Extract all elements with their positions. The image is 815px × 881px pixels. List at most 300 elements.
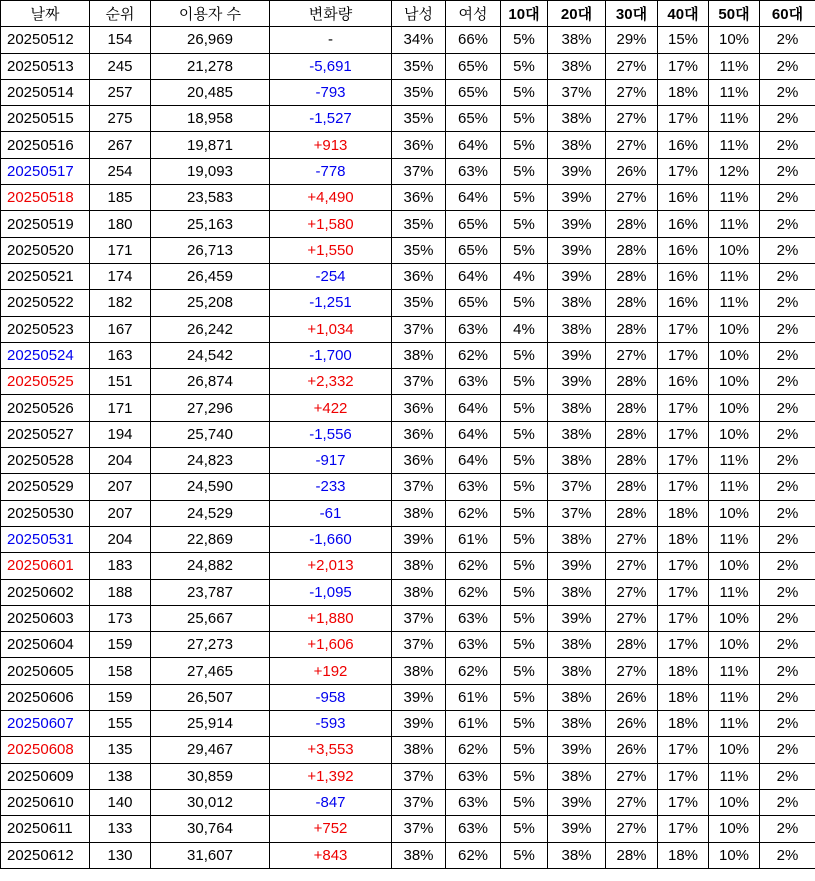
cell-date: 20250612 — [1, 842, 90, 868]
cell-age-60s: 2% — [760, 342, 815, 368]
cell-age-50s: 10% — [709, 342, 760, 368]
cell-users: 21,278 — [151, 53, 270, 79]
cell-age-40s: 15% — [658, 27, 709, 53]
cell-rank: 167 — [90, 316, 151, 342]
cell-age-30s: 28% — [606, 211, 658, 237]
table-row — [1, 237, 815, 263]
cell-age-30s: 27% — [606, 185, 658, 211]
cell-date: 20250606 — [1, 684, 90, 710]
cell-age-10s: 5% — [501, 448, 548, 474]
cell-age-30s: 27% — [606, 526, 658, 552]
cell-male: 35% — [392, 237, 446, 263]
cell-age-10s: 5% — [501, 579, 548, 605]
cell-age-40s: 18% — [658, 684, 709, 710]
cell-age-40s: 17% — [658, 395, 709, 421]
cell-male: 37% — [392, 763, 446, 789]
cell-age-20s: 39% — [548, 369, 606, 395]
cell-users: 26,713 — [151, 237, 270, 263]
table-row — [1, 658, 815, 684]
cell-rank: 159 — [90, 632, 151, 658]
table-row — [1, 842, 815, 868]
cell-age-30s: 26% — [606, 737, 658, 763]
cell-male: 37% — [392, 158, 446, 184]
cell-age-30s: 27% — [606, 816, 658, 842]
cell-age-20s: 38% — [548, 421, 606, 447]
cell-users: 25,740 — [151, 421, 270, 447]
cell-age-60s: 2% — [760, 79, 815, 105]
cell-female: 62% — [446, 500, 501, 526]
cell-change: -1,251 — [270, 290, 392, 316]
cell-rank: 173 — [90, 605, 151, 631]
cell-users: 25,163 — [151, 211, 270, 237]
cell-age-20s: 38% — [548, 579, 606, 605]
cell-age-10s: 5% — [501, 158, 548, 184]
cell-age-20s: 38% — [548, 448, 606, 474]
cell-age-50s: 11% — [709, 579, 760, 605]
cell-age-50s: 11% — [709, 526, 760, 552]
cell-age-20s: 39% — [548, 789, 606, 815]
cell-age-50s: 10% — [709, 316, 760, 342]
cell-date: 20250513 — [1, 53, 90, 79]
cell-date: 20250528 — [1, 448, 90, 474]
cell-rank: 151 — [90, 369, 151, 395]
cell-age-50s: 10% — [709, 421, 760, 447]
cell-age-40s: 17% — [658, 342, 709, 368]
cell-male: 39% — [392, 684, 446, 710]
cell-date: 20250529 — [1, 474, 90, 500]
cell-female: 63% — [446, 474, 501, 500]
cell-age-40s: 17% — [658, 158, 709, 184]
cell-age-40s: 17% — [658, 421, 709, 447]
cell-age-10s: 5% — [501, 816, 548, 842]
cell-female: 62% — [446, 737, 501, 763]
cell-age-20s: 38% — [548, 658, 606, 684]
cell-users: 26,459 — [151, 263, 270, 289]
cell-age-30s: 27% — [606, 79, 658, 105]
cell-age-50s: 10% — [709, 816, 760, 842]
cell-male: 37% — [392, 605, 446, 631]
cell-age-10s: 5% — [501, 185, 548, 211]
cell-rank: 204 — [90, 448, 151, 474]
cell-rank: 194 — [90, 421, 151, 447]
cell-age-60s: 2% — [760, 684, 815, 710]
cell-age-10s: 5% — [501, 789, 548, 815]
header-age-20s: 20대 — [548, 1, 606, 27]
cell-age-20s: 39% — [548, 605, 606, 631]
cell-age-60s: 2% — [760, 448, 815, 474]
cell-male: 37% — [392, 789, 446, 815]
cell-date: 20250610 — [1, 789, 90, 815]
cell-age-20s: 38% — [548, 632, 606, 658]
cell-users: 18,958 — [151, 106, 270, 132]
cell-male: 37% — [392, 816, 446, 842]
cell-date: 20250525 — [1, 369, 90, 395]
cell-change: +1,880 — [270, 605, 392, 631]
cell-age-40s: 17% — [658, 789, 709, 815]
cell-age-30s: 27% — [606, 53, 658, 79]
cell-male: 38% — [392, 500, 446, 526]
table-row — [1, 53, 815, 79]
cell-age-20s: 39% — [548, 211, 606, 237]
cell-male: 38% — [392, 579, 446, 605]
cell-age-10s: 5% — [501, 27, 548, 53]
cell-age-20s: 38% — [548, 395, 606, 421]
cell-age-50s: 10% — [709, 553, 760, 579]
cell-date: 20250602 — [1, 579, 90, 605]
cell-female: 65% — [446, 237, 501, 263]
cell-age-50s: 11% — [709, 711, 760, 737]
cell-age-60s: 2% — [760, 526, 815, 552]
cell-age-10s: 5% — [501, 53, 548, 79]
cell-age-50s: 10% — [709, 500, 760, 526]
cell-female: 63% — [446, 158, 501, 184]
cell-date: 20250512 — [1, 27, 90, 53]
table-row — [1, 711, 815, 737]
cell-male: 35% — [392, 53, 446, 79]
cell-users: 29,467 — [151, 737, 270, 763]
cell-female: 63% — [446, 789, 501, 815]
cell-age-10s: 5% — [501, 211, 548, 237]
cell-age-20s: 38% — [548, 684, 606, 710]
cell-female: 64% — [446, 132, 501, 158]
cell-female: 65% — [446, 290, 501, 316]
table-row — [1, 553, 815, 579]
table-row — [1, 369, 815, 395]
cell-age-60s: 2% — [760, 132, 815, 158]
table-row — [1, 789, 815, 815]
cell-rank: 155 — [90, 711, 151, 737]
cell-age-30s: 27% — [606, 658, 658, 684]
cell-male: 36% — [392, 132, 446, 158]
cell-age-50s: 11% — [709, 263, 760, 289]
cell-age-40s: 18% — [658, 658, 709, 684]
cell-age-20s: 37% — [548, 79, 606, 105]
cell-age-20s: 38% — [548, 842, 606, 868]
cell-rank: 171 — [90, 237, 151, 263]
cell-female: 63% — [446, 316, 501, 342]
cell-age-40s: 17% — [658, 605, 709, 631]
cell-age-10s: 5% — [501, 79, 548, 105]
cell-age-60s: 2% — [760, 474, 815, 500]
cell-female: 61% — [446, 684, 501, 710]
cell-users: 30,012 — [151, 789, 270, 815]
cell-users: 20,485 — [151, 79, 270, 105]
cell-change: +1,392 — [270, 763, 392, 789]
cell-date: 20250611 — [1, 816, 90, 842]
cell-age-10s: 5% — [501, 842, 548, 868]
table-row — [1, 27, 815, 53]
cell-age-30s: 28% — [606, 448, 658, 474]
cell-age-30s: 27% — [606, 342, 658, 368]
cell-users: 23,583 — [151, 185, 270, 211]
cell-age-20s: 38% — [548, 290, 606, 316]
cell-rank: 182 — [90, 290, 151, 316]
cell-change: +913 — [270, 132, 392, 158]
cell-change: +2,013 — [270, 553, 392, 579]
header-age-40s: 40대 — [658, 1, 709, 27]
cell-change: -958 — [270, 684, 392, 710]
cell-change: -1,556 — [270, 421, 392, 447]
cell-female: 62% — [446, 842, 501, 868]
cell-rank: 245 — [90, 53, 151, 79]
cell-male: 36% — [392, 185, 446, 211]
cell-female: 62% — [446, 553, 501, 579]
cell-female: 62% — [446, 342, 501, 368]
cell-change: -1,660 — [270, 526, 392, 552]
table-row — [1, 816, 815, 842]
cell-female: 63% — [446, 632, 501, 658]
cell-age-60s: 2% — [760, 842, 815, 868]
cell-change: -5,691 — [270, 53, 392, 79]
table-row — [1, 500, 815, 526]
cell-date: 20250531 — [1, 526, 90, 552]
cell-rank: 158 — [90, 658, 151, 684]
cell-date: 20250527 — [1, 421, 90, 447]
cell-rank: 133 — [90, 816, 151, 842]
cell-age-50s: 10% — [709, 395, 760, 421]
cell-users: 24,590 — [151, 474, 270, 500]
cell-age-40s: 16% — [658, 132, 709, 158]
cell-female: 63% — [446, 369, 501, 395]
cell-age-40s: 17% — [658, 553, 709, 579]
cell-age-50s: 11% — [709, 211, 760, 237]
table-row — [1, 579, 815, 605]
cell-age-60s: 2% — [760, 316, 815, 342]
cell-age-20s: 38% — [548, 27, 606, 53]
cell-rank: 159 — [90, 684, 151, 710]
cell-age-50s: 11% — [709, 658, 760, 684]
cell-age-40s: 16% — [658, 369, 709, 395]
cell-users: 26,969 — [151, 27, 270, 53]
cell-age-60s: 2% — [760, 237, 815, 263]
cell-rank: 257 — [90, 79, 151, 105]
cell-age-20s: 39% — [548, 185, 606, 211]
cell-age-20s: 38% — [548, 763, 606, 789]
cell-age-60s: 2% — [760, 53, 815, 79]
cell-age-10s: 5% — [501, 658, 548, 684]
table-row — [1, 526, 815, 552]
cell-age-60s: 2% — [760, 737, 815, 763]
cell-date: 20250523 — [1, 316, 90, 342]
cell-users: 25,914 — [151, 711, 270, 737]
header-male: 남성 — [392, 1, 446, 27]
cell-age-30s: 26% — [606, 684, 658, 710]
cell-age-60s: 2% — [760, 290, 815, 316]
cell-male: 35% — [392, 290, 446, 316]
cell-age-10s: 5% — [501, 106, 548, 132]
cell-age-40s: 17% — [658, 474, 709, 500]
cell-users: 30,859 — [151, 763, 270, 789]
cell-users: 24,542 — [151, 342, 270, 368]
table-row — [1, 684, 815, 710]
cell-users: 31,607 — [151, 842, 270, 868]
cell-male: 38% — [392, 737, 446, 763]
cell-change: +843 — [270, 842, 392, 868]
cell-age-40s: 18% — [658, 500, 709, 526]
cell-rank: 154 — [90, 27, 151, 53]
cell-date: 20250521 — [1, 263, 90, 289]
cell-date: 20250515 — [1, 106, 90, 132]
cell-age-40s: 16% — [658, 290, 709, 316]
table-row — [1, 158, 815, 184]
table-row — [1, 132, 815, 158]
cell-change: +1,034 — [270, 316, 392, 342]
cell-age-60s: 2% — [760, 158, 815, 184]
cell-age-60s: 2% — [760, 711, 815, 737]
table-body — [1, 27, 815, 869]
cell-male: 35% — [392, 211, 446, 237]
cell-date: 20250607 — [1, 711, 90, 737]
cell-female: 63% — [446, 763, 501, 789]
cell-age-60s: 2% — [760, 369, 815, 395]
cell-date: 20250526 — [1, 395, 90, 421]
cell-male: 36% — [392, 395, 446, 421]
cell-age-60s: 2% — [760, 579, 815, 605]
cell-rank: 188 — [90, 579, 151, 605]
cell-users: 26,874 — [151, 369, 270, 395]
cell-age-20s: 38% — [548, 106, 606, 132]
cell-age-20s: 38% — [548, 711, 606, 737]
cell-age-60s: 2% — [760, 421, 815, 447]
header-age-10s: 10대 — [501, 1, 548, 27]
cell-age-10s: 5% — [501, 395, 548, 421]
cell-age-50s: 11% — [709, 106, 760, 132]
cell-date: 20250516 — [1, 132, 90, 158]
cell-age-50s: 11% — [709, 474, 760, 500]
cell-age-30s: 28% — [606, 421, 658, 447]
table-row — [1, 79, 815, 105]
cell-age-20s: 38% — [548, 53, 606, 79]
cell-age-50s: 10% — [709, 789, 760, 815]
cell-change: +752 — [270, 816, 392, 842]
cell-change: +4,490 — [270, 185, 392, 211]
cell-male: 38% — [392, 553, 446, 579]
cell-age-40s: 17% — [658, 816, 709, 842]
cell-female: 64% — [446, 395, 501, 421]
cell-rank: 130 — [90, 842, 151, 868]
cell-age-10s: 5% — [501, 290, 548, 316]
cell-female: 63% — [446, 605, 501, 631]
cell-users: 27,465 — [151, 658, 270, 684]
cell-age-60s: 2% — [760, 816, 815, 842]
cell-age-60s: 2% — [760, 658, 815, 684]
cell-rank: 207 — [90, 474, 151, 500]
cell-female: 65% — [446, 106, 501, 132]
cell-male: 37% — [392, 632, 446, 658]
cell-age-30s: 28% — [606, 500, 658, 526]
cell-age-20s: 37% — [548, 500, 606, 526]
cell-rank: 254 — [90, 158, 151, 184]
cell-age-20s: 39% — [548, 737, 606, 763]
cell-rank: 275 — [90, 106, 151, 132]
header-female: 여성 — [446, 1, 501, 27]
cell-rank: 135 — [90, 737, 151, 763]
cell-age-20s: 39% — [548, 263, 606, 289]
cell-age-20s: 39% — [548, 553, 606, 579]
cell-age-40s: 17% — [658, 737, 709, 763]
cell-male: 38% — [392, 842, 446, 868]
cell-change: -917 — [270, 448, 392, 474]
cell-change: +1,606 — [270, 632, 392, 658]
cell-age-30s: 28% — [606, 395, 658, 421]
cell-date: 20250524 — [1, 342, 90, 368]
cell-male: 36% — [392, 421, 446, 447]
cell-date: 20250601 — [1, 553, 90, 579]
cell-change: -847 — [270, 789, 392, 815]
header-rank: 순위 — [90, 1, 151, 27]
cell-age-10s: 5% — [501, 763, 548, 789]
cell-age-30s: 27% — [606, 789, 658, 815]
cell-users: 22,869 — [151, 526, 270, 552]
cell-age-50s: 10% — [709, 842, 760, 868]
cell-age-30s: 27% — [606, 106, 658, 132]
cell-age-20s: 37% — [548, 474, 606, 500]
header-age-30s: 30대 — [606, 1, 658, 27]
cell-date: 20250520 — [1, 237, 90, 263]
cell-change: - — [270, 27, 392, 53]
table-row — [1, 263, 815, 289]
cell-age-10s: 5% — [501, 553, 548, 579]
cell-age-10s: 5% — [501, 369, 548, 395]
cell-female: 65% — [446, 53, 501, 79]
table-row — [1, 211, 815, 237]
table-row — [1, 448, 815, 474]
cell-age-50s: 10% — [709, 737, 760, 763]
cell-age-30s: 28% — [606, 290, 658, 316]
table-row — [1, 605, 815, 631]
cell-users: 25,208 — [151, 290, 270, 316]
cell-age-30s: 26% — [606, 711, 658, 737]
cell-age-40s: 18% — [658, 842, 709, 868]
cell-male: 36% — [392, 263, 446, 289]
cell-female: 65% — [446, 79, 501, 105]
cell-rank: 204 — [90, 526, 151, 552]
cell-female: 63% — [446, 816, 501, 842]
cell-age-40s: 17% — [658, 316, 709, 342]
cell-users: 19,871 — [151, 132, 270, 158]
cell-age-30s: 28% — [606, 263, 658, 289]
table-row — [1, 342, 815, 368]
cell-change: +1,550 — [270, 237, 392, 263]
cell-users: 26,242 — [151, 316, 270, 342]
cell-change: -1,095 — [270, 579, 392, 605]
cell-age-10s: 5% — [501, 737, 548, 763]
cell-age-50s: 11% — [709, 79, 760, 105]
cell-age-20s: 38% — [548, 526, 606, 552]
cell-change: -1,700 — [270, 342, 392, 368]
table-row — [1, 106, 815, 132]
cell-users: 24,823 — [151, 448, 270, 474]
cell-change: +3,553 — [270, 737, 392, 763]
cell-users: 24,529 — [151, 500, 270, 526]
cell-age-10s: 5% — [501, 684, 548, 710]
cell-male: 38% — [392, 342, 446, 368]
cell-age-50s: 12% — [709, 158, 760, 184]
table-row — [1, 290, 815, 316]
cell-change: -1,527 — [270, 106, 392, 132]
cell-rank: 171 — [90, 395, 151, 421]
cell-change: -61 — [270, 500, 392, 526]
table-row — [1, 421, 815, 447]
cell-female: 66% — [446, 27, 501, 53]
cell-age-60s: 2% — [760, 500, 815, 526]
cell-female: 64% — [446, 421, 501, 447]
cell-age-50s: 11% — [709, 53, 760, 79]
cell-age-40s: 18% — [658, 526, 709, 552]
cell-age-40s: 17% — [658, 579, 709, 605]
cell-age-10s: 5% — [501, 132, 548, 158]
cell-age-10s: 5% — [501, 342, 548, 368]
